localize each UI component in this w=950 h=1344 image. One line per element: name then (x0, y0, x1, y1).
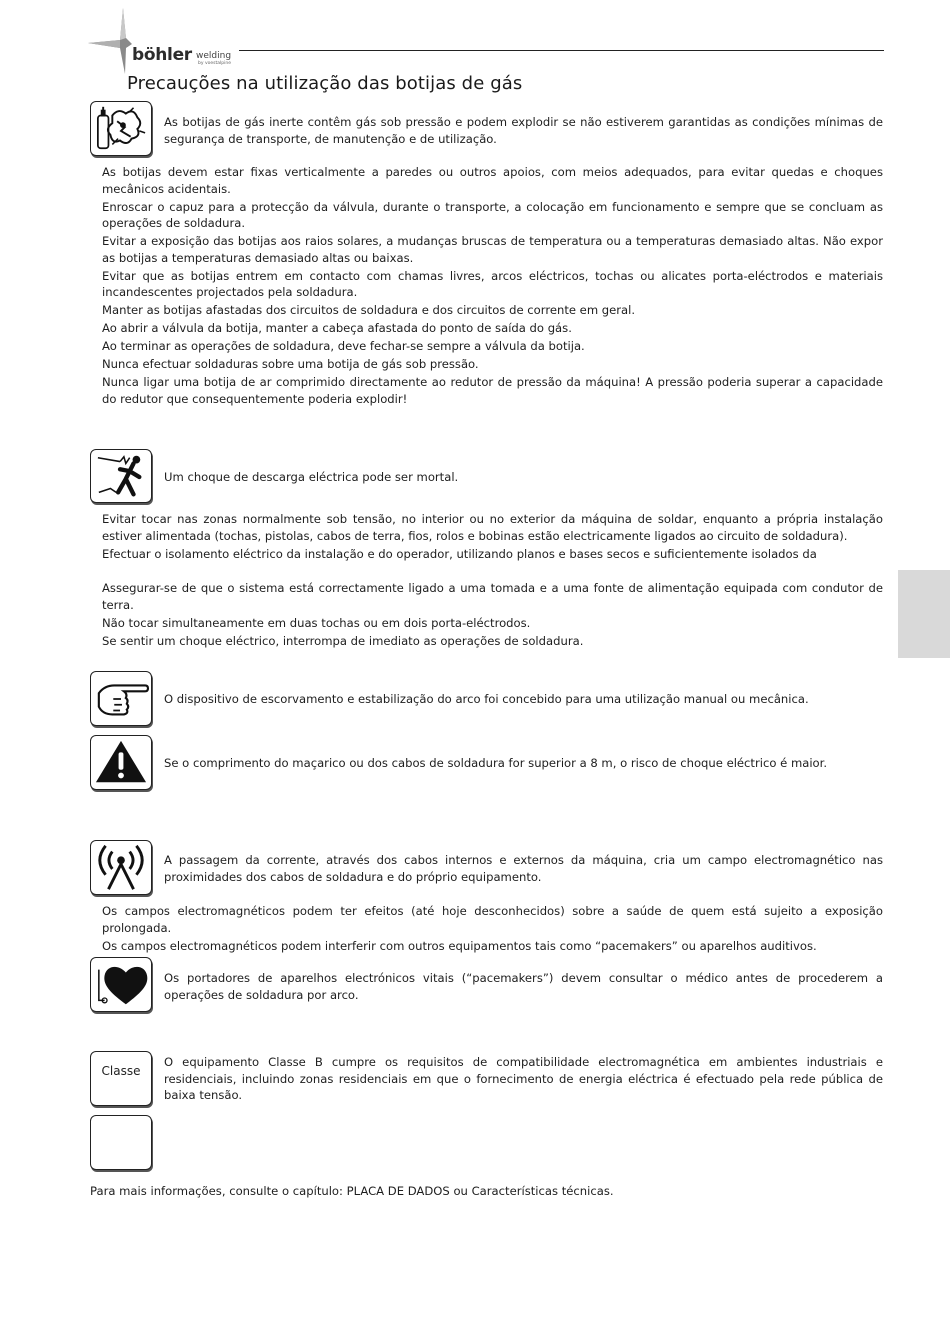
brand-sub: by voestalpine (198, 61, 231, 66)
radio-antenna-icon (90, 840, 152, 895)
classe-label: Classe (101, 1064, 141, 1078)
shock-list (102, 511, 883, 651)
list-item: As botijas devem estar fixas verticalmente a paredes ou outros apoios, com meios adequados, para evitar quedas e choques mecânicos acidentais. (102, 165, 883, 196)
arc-note: O dispositivo de escorvamento e estabilização do arco foi concebido para uma utilização manual ou mecânica. (164, 692, 809, 706)
list-item: Manter as botijas afastadas dos circuitos de soldadura e dos circuitos de corrente em geral. (102, 303, 636, 317)
list-item: Se sentir um choque eléctrico, interrompa de imediato as operações de soldadura. (102, 633, 584, 648)
list-item: Enroscar o capuz para a protecção da válvula, durante o transporte, a colocação em funcionamento e sempre que se concluam as operações de soldadura. (102, 199, 883, 230)
classe-box (90, 1051, 152, 1106)
side-tab (898, 570, 950, 658)
empty-icon-box (90, 1115, 152, 1170)
warning-triangle-icon (90, 735, 152, 790)
list-item: Nunca efectuar soldaduras sobre uma botija de gás sob pressão. (102, 357, 479, 371)
list-item: Ao terminar as operações de soldadura, deve fechar-se sempre a válvula da botija. (102, 339, 585, 353)
list-item: Assegurar-se de que o sistema está correctamente ligado a uma tomada e a uma fonte de alimentação equipada com condutor de terra. (102, 581, 883, 612)
pacemaker-note: Os portadores de aparelhos electrónicos vitais (“pacemakers”) devem consultar o médico antes de procederem a operações de soldadura por arco. (164, 971, 883, 1002)
list-item: Os campos electromagnéticos podem interferir com outros equipamentos tais como “pacemakers” ou aparelhos auditivos. (102, 938, 817, 953)
heart-pacemaker-icon (90, 957, 152, 1012)
list-item: Evitar tocar nas zonas normalmente sob tensão, no interior ou no exterior da máquina de soldar, enquanto a própria instalação estiver alimentada (tochas, pistolas, cabos de terra, fios, rolos e bobinas estão electricamente ligados ao circuito de soldadura). (102, 512, 883, 543)
list-item: Evitar a exposição das botijas aos raios solares, a mudanças bruscas de temperatura ou a temperaturas demasiado altas. Não expor as botijas a temperaturas demasiado altas ou baixas. (102, 234, 883, 265)
pointing-hand-icon (90, 671, 152, 726)
brand-suffix: welding (196, 51, 232, 61)
shock-intro: Um choque de descarga eléctrica pode ser mortal. (164, 470, 459, 484)
bohler-logo-star-icon (88, 8, 132, 74)
list-item: Evitar que as botijas entrem em contacto com chamas livres, arcos eléctricos, tochas ou alicates porta-eléctrodos e materiais incandescentes projectados pela soldadura. (102, 268, 883, 299)
list-item: Efectuar o isolamento eléctrico da instalação e do operador, utilizando planos e bases secos e suficientemente isolados da (102, 546, 817, 561)
emf-list (102, 903, 883, 956)
page-title: Precauções na utilização das botijas de gás (127, 73, 523, 94)
gas-cylinder-icon (90, 101, 152, 156)
list-item: Nunca ligar uma botija de ar comprimido directamente ao redutor de pressão da máquina! A pressão poderia superar a capacidade do redutor que consequentemente poderia explodir! (102, 375, 883, 406)
cable-note: Se o comprimento do maçarico ou dos cabos de soldadura for superior a 8 m, o risco de choque eléctrico é maior. (164, 756, 828, 770)
list-item: Os campos electromagnéticos podem ter efeitos (até hoje desconhecidos) sobre a saúde de quem está sujeito a exposição prolongada. (102, 904, 883, 935)
electric-shock-icon (90, 449, 152, 503)
emf-intro: A passagem da corrente, através dos cabos internos e externos da máquina, cria um campo electromagnético nas proximidades dos cabos de soldadura e do próprio equipamento. (164, 853, 883, 884)
gas-intro: As botijas de gás inerte contêm gás sob pressão e podem explodir se não estiverem garantidas as condições mínimas de segurança de transporte, de manutenção e de utilização. (164, 115, 883, 146)
footer-note: Para mais informações, consulte o capítulo: PLACA DE DADOS ou Características técnicas. (90, 1184, 614, 1198)
list-item: Não tocar simultaneamente em duas tochas ou em dois porta-eléctrodos. (102, 615, 531, 630)
gas-list (102, 164, 883, 409)
header-rule (239, 50, 884, 51)
list-item: Ao abrir a válvula da botija, manter a cabeça afastada do ponto de saída do gás. (102, 321, 572, 335)
brand-name: böhler (132, 45, 192, 65)
classe-text: O equipamento Classe B cumpre os requisitos de compatibilidade electromagnética em ambientes industriais e residenciais, incluindo zonas residenciais em que o fornecimento de energia eléctrica é efectuado pela rede pública de baixa tensão. (164, 1055, 883, 1102)
